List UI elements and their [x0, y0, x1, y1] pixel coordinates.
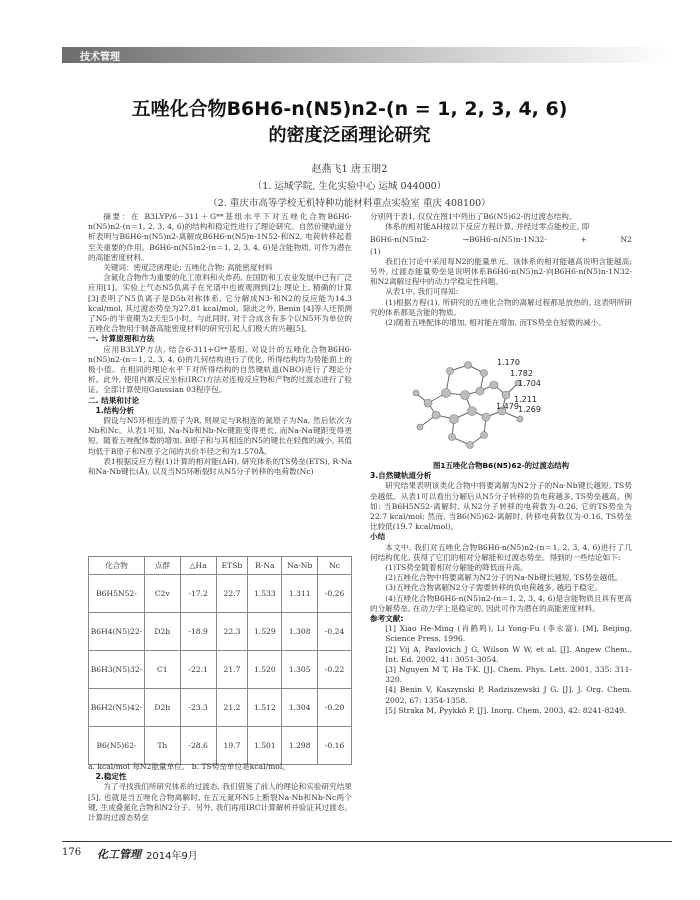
bond-length-label: 1.269: [518, 405, 541, 414]
conclusion-item: (4)五唑化合物B6H6-n(N5)n2-(n＝1, 2, 3, 4, 6)是含能物质且具有更高的分解势垒, 在动力学上是稳定的, 因此可作为潜在的高能密度材料。: [370, 593, 632, 613]
intro-paragraph: 含氮化合物作为重要的化工原料和火炸药, 在国防和工农业发展中已有广泛应用[1]。实验上气态N5负离子在光谱中也被观测到[2]; 理论上, 精确的计算[3]表明了N5负离子是D5h对称体系, 它分解成N3-和N2的反应能为14.3 kcal/mol, 其过渡态势垒为27.81 kcal/mol。除此之外, Benin [4]等人还预测了N5-的半衰期为2天至5小时。与此同时, 对于合成含有多个以N5环为单位的五唑化合物用于制备高能密度材料的研究引起人们极大的兴趣[5]。: [88, 273, 352, 334]
summary-text: 本文中, 我们对五唑化合物B6H6-n(N5)n2-(n＝1, 2, 3, 4, 6)进行了几何结构优化, 获得了它们的相对分解能和过渡态势垒。得到的一些结论如下:: [370, 542, 632, 562]
paper-title-line1: 五唑化合物B6H6-n(N5)n2-(n = 1, 2, 3, 4, 6): [131, 98, 568, 120]
bond-length-label: 1.170: [497, 358, 520, 367]
table-header-cell: ETSb: [216, 557, 248, 575]
table-cell: 21.2: [216, 689, 248, 727]
subsection-2-1-heading: 1.结构分析: [95, 405, 135, 415]
page-number: 176: [62, 847, 82, 858]
subsection-2-1-text: 假设与N5环相连的原子为R, 则规定与R相连的氮原子为Na, 然后依次为Nb和Nc。从表1可知, Na-Nb和Nb-Nc键距变得更长, 而Na-Na键距变得更短。随着五唑配体数的增加, B原子和与其相连的N5的键长在轻微的减小, 其值均低于B原子和N原子之间的共价半径之和为1.570Å。: [88, 416, 352, 456]
table-lead-paragraph: 从表1中, 我们可得知:: [385, 287, 459, 297]
reference-item: [3] Nguyen M T, Ha T-K. [J]. Chem. Phys. Lett. 2001, 335: 311-320.: [385, 665, 632, 685]
table-cell: -0.24: [318, 613, 352, 651]
table-cell: 1.529: [248, 613, 282, 651]
subsection-2-2-heading: 2.稳定性: [95, 772, 127, 782]
table-cell: -17.2: [180, 575, 216, 613]
footer-rule: [62, 841, 672, 842]
ts-paragraph: 分别列于表1, 仅仅在图1中列出了B6(N5)62-的过渡态结构。: [370, 212, 577, 221]
table-cell: C1: [144, 651, 180, 689]
table-row: [89, 689, 352, 727]
table-cell: B6(N5)62-: [89, 727, 145, 765]
table-header-cell: 点群: [144, 557, 180, 575]
table-cell: 21.7: [216, 651, 248, 689]
table-cell: 1.305: [282, 651, 318, 689]
reference-item: [2] Vij A, Pavlovich J G, Wilson W W, et al. [J]. Angew Chem., Int. Ed. 2002, 41: 3051-3054.: [385, 644, 632, 664]
table-row: [89, 727, 352, 765]
conclusion-item: (2)五唑化合物中将要离解为N2分子的Na-Nb键长越短, TS势垒越低。: [385, 573, 623, 583]
table-cell: 19.7: [216, 727, 248, 765]
table-header-cell: Nc: [318, 557, 352, 575]
section-label: 技术管理: [80, 52, 120, 63]
bond-length-label: 1.211: [514, 395, 537, 404]
table-cell: B6H5N52-: [89, 575, 145, 613]
section-1-text: 应用B3LYP方法, 结合6-311+G**基组, 对设计的五唑化合物B6H6-n(N5)n2-(n＝1, 2, 3, 4, 6)的几何结构进行了优化, 所得结构均为势能面上的极小值。在相同的理论水平下对所得结构的自然键轨道(NBO)进行了理论分析。此外, 使用内禀反应坐标(IRC)方法对连接反应物和产物的过渡态进行了验证。全部计算使用Gaussian 03程序包。: [88, 344, 352, 395]
table-header-cell: 化合物: [89, 557, 145, 575]
equation-term: →B6H6-n(N5)n-1N32-: [462, 235, 547, 245]
table-cell: 22.3: [216, 613, 248, 651]
table-cell: B6H3(N5)32-: [89, 651, 145, 689]
table-cell: -23.3: [180, 689, 216, 727]
table-cell: 1.533: [248, 575, 282, 613]
table-cell: -0.22: [318, 651, 352, 689]
journal-name: 化工管理: [97, 848, 141, 861]
table-header-cell: △Ha: [180, 557, 216, 575]
equation-term: +: [580, 235, 587, 245]
table-cell: C2v: [144, 575, 180, 613]
table-header-cell: R-Na: [248, 557, 282, 575]
table-row: [89, 613, 352, 651]
equation-number: (1): [370, 246, 381, 256]
finding-1: (1)根据方程(1), 所研究的五唑化合物的离解过程都是放热的, 这表明所研究的体系都是含能的物质。: [370, 297, 632, 317]
left-column: [88, 212, 352, 477]
table-cell: Th: [144, 727, 180, 765]
bond-length-label: 1.704: [518, 379, 541, 388]
conclusion-item: (3)五唑化合物离解N2分子需要转移的负电荷越多, 越趋于稳定。: [385, 583, 603, 593]
finding-2: (2)随着五唑配体的增加, 相对能在增加, 而TS势垒在轻微的减小。: [385, 318, 606, 328]
molecule-figure: [410, 353, 560, 453]
results-table: [88, 556, 352, 765]
bond-length-label: 1.479: [496, 402, 519, 411]
table-cell: 1.311: [282, 575, 318, 613]
section-2-heading: 二. 结果和讨论: [88, 395, 140, 405]
table-cell: -28.6: [180, 727, 216, 765]
summary-heading: 小结: [370, 532, 386, 542]
table-cell: 1.501: [248, 727, 282, 765]
table-cell: B6H4(N5)22-: [89, 613, 145, 651]
right-column-top: [370, 212, 632, 328]
equation-term: B6H6-n(N5)n2-: [370, 235, 430, 245]
section-3-text: 研究结果表明该类化合物中将要离解为N2分子的Na-Nb键长越短, TS势垒越低。从表1可以看出分解后从N5分子转移的负电荷越多, TS势垒越高。例如: 当B6H5N52-离解时, 从N2分子转移的电荷数为-0.26, 它的TS势垒为22.7 kcal/mol; 然而, 当B6(N5)62-离解时, 转移电荷数仅为-0.16, TS势垒比较低(19.7 kcal/mol)。: [370, 481, 632, 532]
section-band: [62, 47, 672, 63]
affiliation-1: （1. 运城学院, 生化实验中心 运城 044000）: [252, 181, 447, 192]
issue-date: 2014年9月: [146, 851, 198, 862]
table-cell: 1.304: [282, 689, 318, 727]
energy-paragraph: 体系的相对能ΔH按以下反应方程计算, 并经过零点能校正, 即: [385, 222, 590, 232]
reaction-equation: [370, 235, 632, 245]
conclusion-item: (1)TS势垒随着相对分解能的降低而升高。: [385, 563, 528, 573]
reference-item: [5] Straka M, Pyykkö P. [J]. Inorg. Chem. 2003, 42: 8241-8249.: [385, 705, 627, 715]
table-cell: 1.520: [248, 651, 282, 689]
bond-length-label: 1.782: [510, 369, 533, 378]
reference-item: [1] Xiao He-Ming (肖鹤鸣), Li Yong-Fu (李永富). [M], Beijing, Science Press, 1996.: [385, 624, 632, 644]
equation-term: N2: [620, 235, 632, 245]
section-1-heading: 一. 计算原理和方法: [88, 334, 155, 344]
table-cell: 1.298: [282, 727, 318, 765]
table-cell: 1.512: [248, 689, 282, 727]
table-cell: -0.20: [318, 689, 352, 727]
table-cell: -22.1: [180, 651, 216, 689]
table-cell: 22.7: [216, 575, 248, 613]
table-note: a. kcal/mol 每N2能量单位。 b. TS势垒单位是kcal/mol。: [88, 762, 290, 771]
references-heading: 参考文献:: [370, 614, 404, 624]
table-cell: 1.308: [282, 613, 318, 651]
table-row: [89, 651, 352, 689]
figure-caption: 图1五唑化合物B6(N5)62-的过渡态结构: [432, 461, 570, 470]
table-header-cell: Na-Nb: [282, 557, 318, 575]
discussion-paragraph: 我们在讨论中采用每N2的能量单元。该体系的相对能越高说明含能越高; 另外, 过渡态能量势垒是说明体系B6H6-n(N5)n2-向B6H6-n(N5)n-1N32-和N2离解过程中的动力学稳定性问题。: [370, 256, 632, 287]
table-cell: -18.9: [180, 613, 216, 651]
table-cell: B6H2(N5)42-: [89, 689, 145, 727]
subsection-2-2-text: 为了寻找我们所研究体系的过渡态, 我们借鉴了前人的理论和实验研究结果[5], 也就是当五唑化合物离解时, 在五元氮环N5上断裂Na-Nb和Nb-Nc两个键, 生成叠氮化合物和N2分子。另外, 我们再用IRC计算解析并验证其过渡态。计算的过渡态势垒: [88, 782, 352, 823]
table-cell: -0.16: [318, 727, 352, 765]
left-column-bottom: [88, 762, 352, 823]
table-cell: D2h: [144, 689, 180, 727]
table-row: [89, 575, 352, 613]
affiliation-2: （2. 重庆市高等学校无机特种功能材料重点实验室 重庆 408100）: [208, 198, 491, 209]
reference-item: [4] Benin V, Kaszynski P, Radziszewski J G. [J]. J. Org. Chem. 2002, 67: 1354-1358.: [385, 685, 632, 705]
table-cell: D2h: [144, 613, 180, 651]
abstract: 摘要：在 B3LYP/6－311＋G**基组水平下对五唑化合物B6H6-n(N5)n2-(n＝1, 2, 3, 4, 6)的结构和稳定性进行了理论研究。自然价键轨道分析表明与B6H6-n(N5)n2-离解成B6H6-n(N5)n-1N52-和N2, 电荷转移起着至关重要的作用。B6H6-n(N5)n2-(n＝1, 2, 3, 4, 6)是含能物质, 可作为潜在的高能密度材料。: [88, 212, 352, 262]
right-column-bottom: [370, 461, 632, 716]
table-cell: -0.26: [318, 575, 352, 613]
paper-title-line2: 的密度泛函理论研究: [268, 125, 431, 146]
table-caption: 表1根据反应方程(1)计算的相对能(ΔH), 研究体系的TS势垒(ETS), R-Na和Na-Nb键长(Å), 以及当N5环断裂时从N5分子转移的电荷数(Nc): [88, 456, 352, 477]
keywords: 关键词：密度泛函理论; 五唑化合物; 高能密度材料: [103, 263, 273, 273]
section-3-heading: 3.自然键轨道分析: [370, 471, 432, 481]
table-header-row: [89, 557, 352, 575]
authors: 赵燕飞1 唐玉朋2: [311, 164, 388, 175]
